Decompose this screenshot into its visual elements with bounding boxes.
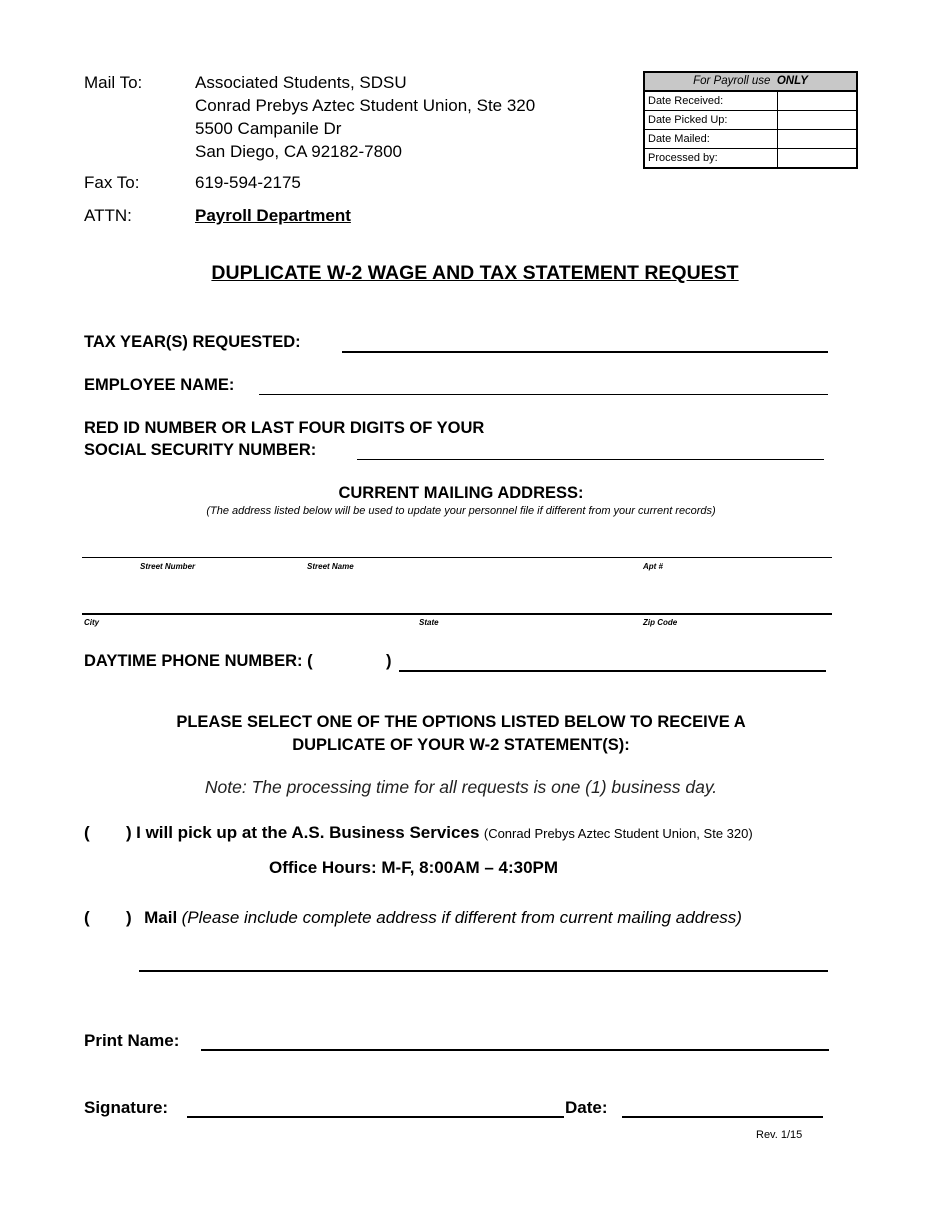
fax-value: 619-594-2175	[195, 173, 301, 192]
payroll-row-value	[778, 130, 857, 149]
pickup-option	[126, 823, 753, 843]
payroll-row	[645, 130, 856, 149]
mail-checkbox[interactable]	[94, 908, 122, 928]
pickup-location: (Conrad Prebys Aztec Student Union, Ste 320)	[483, 826, 753, 841]
apt-caption: Apt #	[643, 562, 663, 571]
signature-label: Signature:	[84, 1098, 169, 1117]
mail-to-address	[195, 71, 535, 163]
payroll-row	[645, 92, 856, 111]
street-number-caption: Street Number	[140, 562, 196, 571]
mail-label: Mail	[144, 908, 178, 927]
signature-field[interactable]	[187, 1116, 564, 1118]
payroll-row	[645, 149, 856, 168]
payroll-row-label: Date Picked Up:	[645, 111, 778, 130]
form-title-text: DUPLICATE W-2 WAGE AND TAX STATEMENT REQUEST	[211, 262, 739, 284]
street-address-field[interactable]	[82, 557, 832, 558]
payroll-row-value	[778, 149, 857, 168]
tax-year-field[interactable]	[342, 351, 828, 353]
print-name-field[interactable]	[201, 1049, 829, 1051]
payroll-row-value	[778, 92, 857, 111]
pickup-checkbox[interactable]	[94, 823, 122, 843]
payroll-use-box	[643, 71, 858, 169]
phone-label: DAYTIME PHONE NUMBER: (	[84, 652, 313, 670]
pickup-open-paren: (	[84, 823, 90, 842]
phone-close-paren: )	[386, 652, 392, 670]
phone-number-field[interactable]	[399, 670, 826, 672]
address-note: (The address listed below will be used to update your personnel file if different from your current records)	[206, 505, 716, 517]
mail-open-paren: (	[84, 908, 90, 927]
address-heading: CURRENT MAILING ADDRESS:	[338, 484, 584, 502]
office-hours: Office Hours: M-F, 8:00AM – 4:30PM	[269, 858, 559, 877]
tax-year-label: TAX YEAR(S) REQUESTED:	[84, 333, 301, 351]
payroll-row-label: Processed by:	[645, 149, 778, 168]
mail-to-line: San Diego, CA 92182-7800	[195, 142, 402, 161]
form-title	[0, 262, 950, 285]
payroll-box-title-suffix: ONLY	[776, 75, 808, 87]
payroll-row-label: Date Received:	[645, 92, 778, 111]
mail-note: (Please include complete address if different from current mailing address)	[181, 908, 742, 927]
date-label: Date:	[565, 1098, 608, 1117]
street-name-caption: Street Name	[307, 562, 354, 571]
date-field[interactable]	[622, 1116, 823, 1118]
employee-name-label: EMPLOYEE NAME:	[84, 376, 235, 394]
employee-name-field[interactable]	[259, 394, 828, 395]
options-heading-line2: DUPLICATE OF YOUR W-2 STATEMENT(S):	[292, 736, 630, 754]
mail-to-line: 5500 Campanile Dr	[195, 119, 342, 138]
red-id-label-line1: RED ID NUMBER OR LAST FOUR DIGITS OF YOUR	[84, 419, 485, 437]
options-heading-line1: PLEASE SELECT ONE OF THE OPTIONS LISTED BELOW TO RECEIVE A	[176, 713, 746, 731]
payroll-row	[645, 111, 856, 130]
mail-option	[126, 908, 742, 928]
print-name-label: Print Name:	[84, 1031, 180, 1050]
mail-to-label: Mail To:	[84, 73, 143, 92]
fax-label: Fax To:	[84, 173, 140, 192]
mail-close-paren: )	[126, 908, 132, 927]
processing-note: Note: The processing time for all requests is one (1) business day.	[204, 777, 718, 797]
city-caption: City	[84, 618, 100, 627]
payroll-box-table	[645, 91, 856, 167]
mail-to-line: Conrad Prebys Aztec Student Union, Ste 320	[195, 96, 536, 115]
state-caption: State	[419, 618, 439, 627]
attn-label: ATTN:	[84, 206, 132, 225]
zip-caption: Zip Code	[643, 618, 678, 627]
payroll-row-value	[778, 111, 857, 130]
options-heading	[0, 711, 922, 757]
revision-label: Rev. 1/15	[756, 1129, 803, 1141]
red-id-field[interactable]	[357, 459, 824, 460]
payroll-box-title-prefix: For Payroll use	[693, 75, 771, 87]
payroll-box-title	[645, 73, 856, 91]
payroll-row-label: Date Mailed:	[645, 130, 778, 149]
mail-address-field[interactable]	[139, 970, 828, 972]
attn-value: Payroll Department	[195, 206, 351, 225]
city-state-zip-field[interactable]	[82, 613, 832, 615]
red-id-label-line2: SOCIAL SECURITY NUMBER:	[84, 441, 317, 459]
mail-to-line: Associated Students, SDSU	[195, 73, 407, 92]
pickup-label: I will pick up at the A.S. Business Services	[136, 823, 480, 842]
pickup-close-paren: )	[126, 823, 132, 842]
